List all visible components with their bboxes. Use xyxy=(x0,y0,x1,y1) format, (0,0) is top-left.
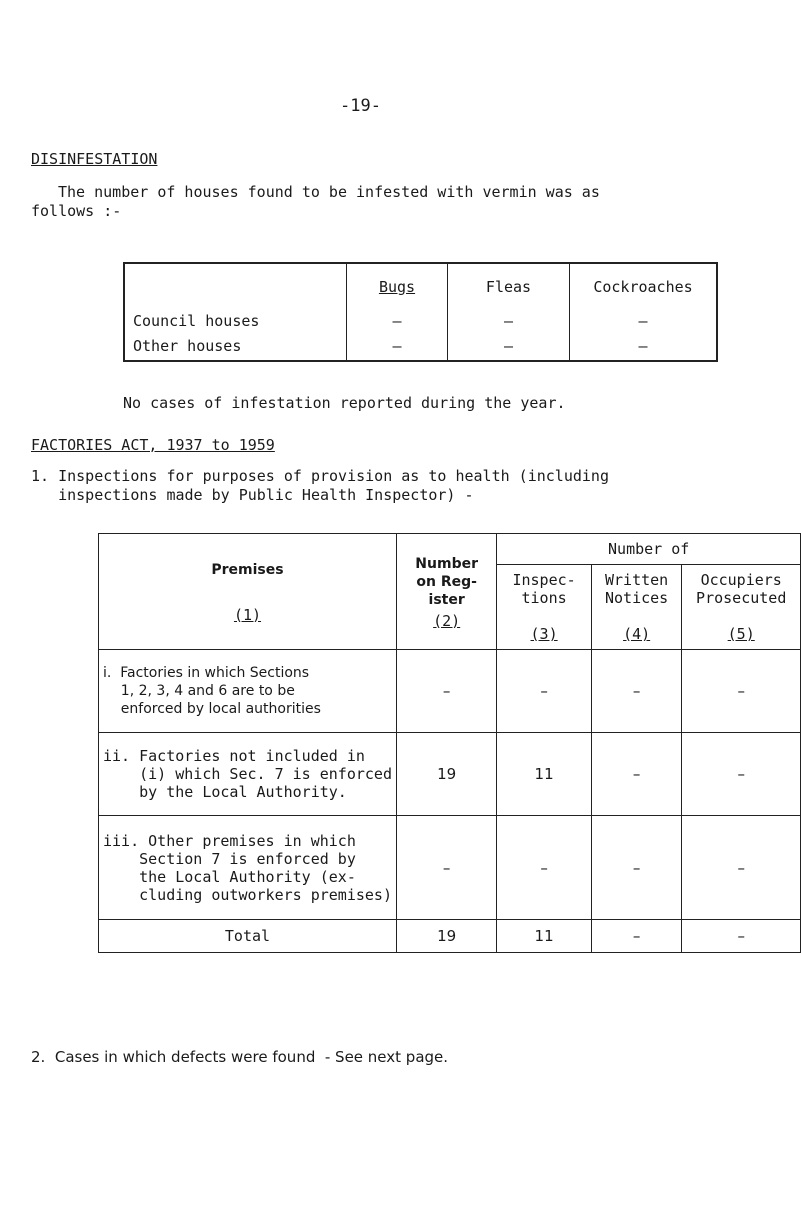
vermin-row xyxy=(124,332,717,361)
vermin-row xyxy=(124,310,717,332)
total-label: Total xyxy=(99,920,397,953)
factories-item-1-line-2: inspections made by Public Health Inspector) - xyxy=(31,486,474,504)
number-of-header: Number of xyxy=(497,534,801,565)
vermin-table xyxy=(123,262,718,362)
total-inspections-cell: 11 xyxy=(497,920,592,953)
premises-row-label: i. Factories in which Sections 1, 2, 3, 4 and 6 are to be enforced by local authorities xyxy=(99,650,397,733)
occupiers-prosecuted-header: Occupiers Prosecuted (5) xyxy=(682,565,801,650)
vermin-row-label: Council houses xyxy=(124,310,347,332)
table-row xyxy=(99,816,801,920)
vermin-cell: – xyxy=(448,310,570,332)
disinfestation-intro-line-1: The number of houses found to be infested with vermin was as xyxy=(58,183,600,201)
inspections-cell: – xyxy=(497,816,592,920)
written-notices-cell: – xyxy=(591,733,682,816)
register-cell: – xyxy=(396,816,496,920)
vermin-corner-cell xyxy=(124,263,347,310)
total-written-notices-cell: – xyxy=(591,920,682,953)
premises-row-label: iii. Other premises in which Section 7 is enforced by the Local Authority (ex- cluding outworkers premises) xyxy=(99,816,397,920)
total-occupiers-prosecuted-cell: – xyxy=(682,920,801,953)
inspections-cell: 11 xyxy=(497,733,592,816)
factories-item-2: 2. Cases in which defects were found - See next page. xyxy=(31,1048,449,1066)
register-cell: 19 xyxy=(396,733,496,816)
register-header: Number on Reg- ister (2) xyxy=(396,534,496,650)
vermin-cell: – xyxy=(448,332,570,361)
vermin-cell: – xyxy=(570,332,718,361)
inspections-cell: – xyxy=(497,650,592,733)
premises-header: Premises (1) xyxy=(99,534,397,650)
total-row xyxy=(99,920,801,953)
table-row xyxy=(99,650,801,733)
vermin-row-label: Other houses xyxy=(124,332,347,361)
written-notices-header: Written Notices (4) xyxy=(591,565,682,650)
disinfestation-heading: DISINFESTATION xyxy=(31,150,158,168)
premises-table xyxy=(98,533,801,953)
occupiers-prosecuted-cell: – xyxy=(682,816,801,920)
total-register-cell: 19 xyxy=(396,920,496,953)
inspections-header: Inspec- tions (3) xyxy=(497,565,592,650)
vermin-cell: – xyxy=(347,310,448,332)
vermin-cell: – xyxy=(570,310,718,332)
page-number: -19- xyxy=(340,96,381,116)
table-row xyxy=(99,733,801,816)
register-cell: – xyxy=(396,650,496,733)
occupiers-prosecuted-cell: – xyxy=(682,733,801,816)
occupiers-prosecuted-cell: – xyxy=(682,650,801,733)
disinfestation-intro-line-2: follows :- xyxy=(31,202,122,220)
premises-row-label: ii. Factories not included in (i) which Sec. 7 is enforced by the Local Authority. xyxy=(99,733,397,816)
vermin-col-fleas: Fleas xyxy=(448,263,570,310)
vermin-col-cockroaches: Cockroaches xyxy=(570,263,718,310)
vermin-cell: – xyxy=(347,332,448,361)
written-notices-cell: – xyxy=(591,650,682,733)
factories-act-heading: FACTORIES ACT, 1937 to 1959 xyxy=(31,436,275,454)
written-notices-cell: – xyxy=(591,816,682,920)
factories-item-1-line-1: 1. Inspections for purposes of provision as to health (including xyxy=(31,467,609,485)
vermin-col-bugs: Bugs xyxy=(347,263,448,310)
disinfestation-note: No cases of infestation reported during the year. xyxy=(123,394,566,412)
